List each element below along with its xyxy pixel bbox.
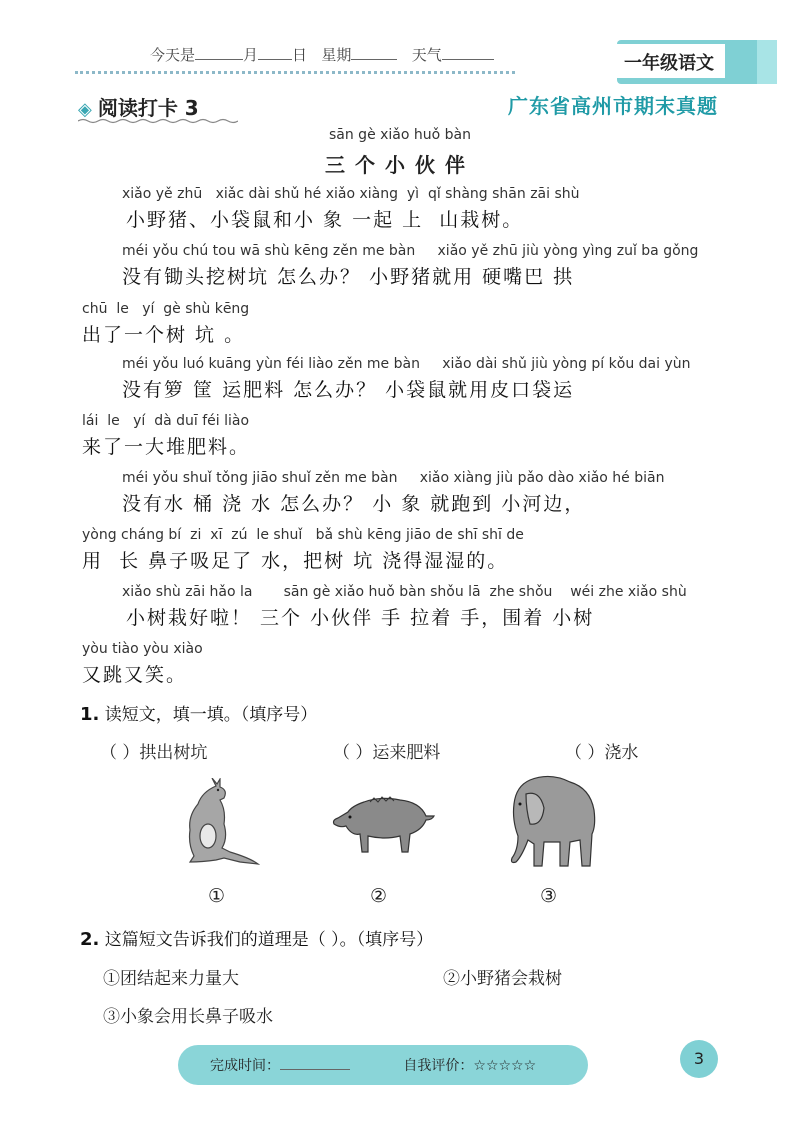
text-line: 小树栽好啦！ 三个 小伙伴 手 拉着 手，围着 小树 [126, 607, 595, 629]
page-number: 3 [680, 1040, 718, 1078]
source-label: 广东省高州市期末真题 [508, 94, 718, 118]
title-pinyin: sān gè xiǎo huǒ bàn [328, 127, 472, 143]
option-2[interactable]: ②小野猪会栽树 [443, 969, 562, 989]
pinyin-line: xiǎo shù zāi hǎo la sān gè xiǎo huǒ bàn shǒu lā zhe shǒu wéi zhe xiǎo shù [122, 584, 687, 600]
text-line: 没有锄头挖树坑 怎么办？ 小野猪就用 硬嘴巴 拱 [122, 266, 575, 288]
question-1: 1. 读短文，填一填。（填序号） [80, 704, 318, 725]
animal-label-1: ① [208, 885, 226, 907]
time-blank[interactable] [280, 1055, 350, 1070]
rating-stars[interactable]: ☆☆☆☆☆ [473, 1058, 537, 1074]
eval-label: 自我评价： [403, 1058, 474, 1074]
text-line: 出了一个树 坑 。 [82, 324, 246, 346]
answer-blank-3[interactable]: （ ）浇水 [565, 743, 639, 763]
section-badge [78, 92, 199, 121]
answer-blank-2[interactable]: （ ）运来肥料 [333, 743, 441, 763]
grade-tab-deco [757, 40, 777, 84]
text-line: 没有水 桶 浇 水 怎么办？ 小 象 就跑到 小河边， [122, 493, 586, 515]
animal-label-3: ③ [540, 885, 558, 907]
pinyin-line: yòu tiào yòu xiào [82, 641, 203, 657]
text-line: 没有箩 筐 运肥料 怎么办？ 小袋鼠就用皮口袋运 [122, 379, 575, 401]
grade-tab-label: 一年级语文 [624, 53, 714, 74]
pinyin-line: méi yǒu chú tou wā shù kēng zěn me bàn xiǎo yě zhū jiù yòng yìng zuǐ ba gǒng [122, 243, 699, 259]
pinyin-line: xiǎo yě zhū xiǎc dài shǔ hé xiǎo xiàng yì qǐ shàng shān zāi shù [122, 186, 580, 202]
option-1[interactable]: ①团结起来力量大 [103, 969, 239, 989]
pinyin-line: méi yǒu luó kuāng yùn féi liào zěn me bàn xiǎo dài shǔ jiù yòng pí kǒu dai yùn [122, 356, 691, 372]
pinyin-line: yòng cháng bí zi xī zú le shuǐ bǎ shù kēng jiāo de shī shī de [82, 527, 524, 543]
elephant-icon [500, 770, 600, 870]
section-label: 阅读打卡 3 [97, 96, 199, 120]
footer-content [210, 1055, 536, 1075]
date-line: 今天是 月 日 星期 天气 [150, 44, 494, 65]
question-2: 2. 这篇短文告诉我们的道理是（ ）。（填序号） [80, 929, 434, 950]
pinyin-line: lái le yí dà duī féi liào [82, 413, 250, 429]
answer-blank-1[interactable]: （ ）拱出树坑 [100, 743, 208, 763]
text-line: 用 长 鼻子吸足了 水，把树 坑 浇得湿湿的。 [82, 550, 509, 572]
kangaroo-icon [180, 778, 260, 868]
option-3[interactable]: ③小象会用长鼻子吸水 [103, 1007, 273, 1027]
story-title: 三个小伙伴 [325, 153, 475, 177]
pinyin-line: méi yǒu shuǐ tǒng jiāo shuǐ zěn me bàn xiǎo xiàng jiù pǎo dào xiǎo hé biān [122, 470, 665, 486]
wavy-underline [78, 118, 238, 124]
text-line: 又跳又笑。 [82, 664, 188, 686]
text-line: 小野猪、小袋鼠和小 象 一起 上 山栽树。 [126, 209, 524, 231]
text-line: 来了一大堆肥料。 [82, 436, 251, 458]
diamond-icon: ◈ [78, 99, 92, 120]
dotted-divider [75, 71, 515, 74]
pinyin-line: chū le yí gè shù kēng [82, 301, 250, 317]
boar-icon [330, 790, 435, 860]
animal-label-2: ② [370, 885, 388, 907]
time-label: 完成时间： [210, 1058, 280, 1074]
